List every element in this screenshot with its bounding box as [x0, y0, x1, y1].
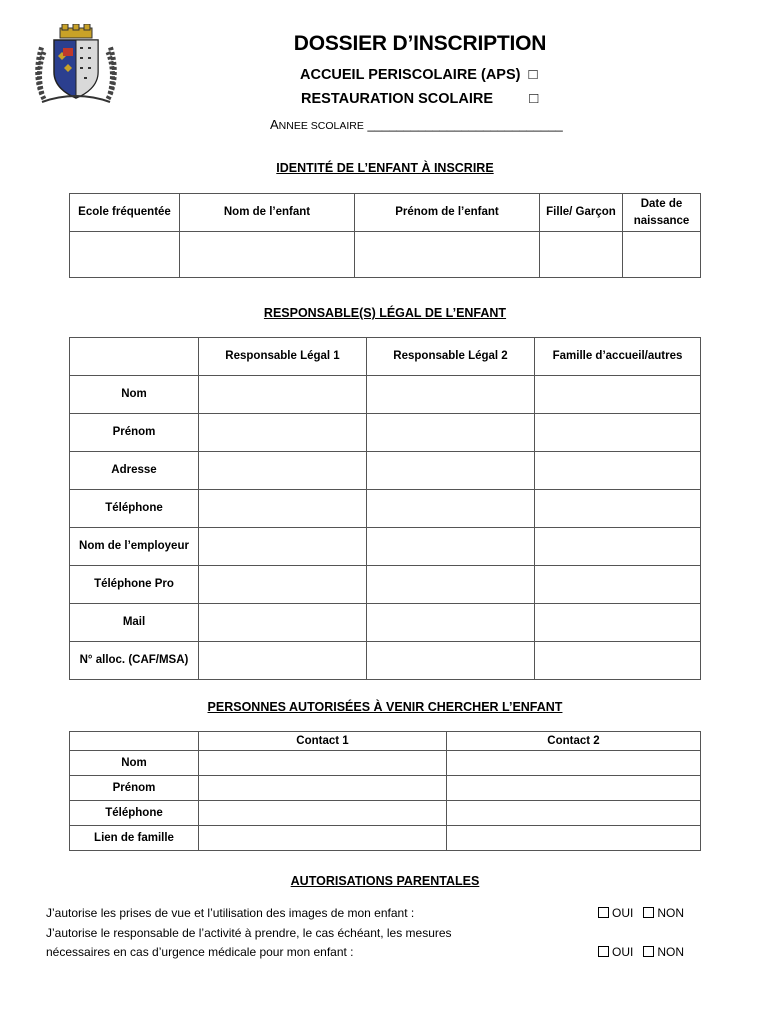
- aps-option: [300, 66, 538, 83]
- responsables-table: [69, 337, 701, 680]
- row-label-mail: Mail: [70, 604, 199, 642]
- cell-rl2-prenom[interactable]: [367, 414, 535, 452]
- personnes-header-contact2: Contact 2: [447, 732, 701, 751]
- cell-rl2-telephone[interactable]: [367, 490, 535, 528]
- identite-header-nom: Nom de l’enfant: [180, 194, 355, 232]
- annee-label-rest: NNEE SCOLAIRE: [278, 120, 364, 132]
- contact2-prenom[interactable]: [447, 776, 701, 801]
- images-oui-checkbox[interactable]: [598, 907, 609, 918]
- contact2-lien[interactable]: [447, 826, 701, 851]
- responsables-header-empty: [70, 338, 199, 376]
- cell-famille-alloc[interactable]: [535, 642, 701, 680]
- contact1-nom[interactable]: [199, 751, 447, 776]
- autorisations-title: AUTORISATIONS PARENTALES: [290, 874, 480, 888]
- document-title: DOSSIER D’INSCRIPTION: [293, 32, 547, 55]
- restauration-label: RESTAURATION SCOLAIRE: [301, 91, 493, 107]
- personnes-header-empty: [70, 732, 199, 751]
- cell-rl1-prenom[interactable]: [199, 414, 367, 452]
- cell-famille-nom[interactable]: [535, 376, 701, 414]
- urgence-oui-checkbox[interactable]: [598, 946, 609, 957]
- cell-rl1-mail[interactable]: [199, 604, 367, 642]
- responsables-header-famille: Famille d’accueil/autres: [535, 338, 701, 376]
- aps-checkbox[interactable]: □: [528, 66, 538, 83]
- cell-rl1-telephone-pro[interactable]: [199, 566, 367, 604]
- cell-rl2-mail[interactable]: [367, 604, 535, 642]
- cell-famille-adresse[interactable]: [535, 452, 701, 490]
- personnes-title: PERSONNES AUTORISÉES À VENIR CHERCHER L’ENFANT: [207, 700, 563, 714]
- contact1-lien[interactable]: [199, 826, 447, 851]
- identite-header-sexe: Fille/ Garçon: [540, 194, 623, 232]
- contact2-telephone[interactable]: [447, 801, 701, 826]
- contact1-telephone[interactable]: [199, 801, 447, 826]
- cell-rl1-employeur[interactable]: [199, 528, 367, 566]
- identite-table: [69, 193, 701, 278]
- personnes-label-prenom: Prénom: [70, 776, 199, 801]
- responsables-header-rl1: Responsable Légal 1: [199, 338, 367, 376]
- cell-famille-telephone-pro[interactable]: [535, 566, 701, 604]
- restauration-option: [301, 90, 538, 107]
- identite-cell-naissance[interactable]: [623, 232, 701, 278]
- identite-header-naissance: Date de naissance: [623, 194, 701, 232]
- autorisation-images-text: J’autorise les prises de vue et l’utilisation des images de mon enfant :: [46, 906, 415, 920]
- row-label-prenom: Prénom: [70, 414, 199, 452]
- municipal-crest-icon: [34, 24, 118, 106]
- cell-famille-mail[interactable]: [535, 604, 701, 642]
- autorisation-urgence-text-2: nécessaires en cas d’urgence médicale pour mon enfant :: [46, 945, 354, 959]
- cell-famille-employeur[interactable]: [535, 528, 701, 566]
- contact1-prenom[interactable]: [199, 776, 447, 801]
- row-label-nom: Nom: [70, 376, 199, 414]
- images-non-label: NON: [657, 906, 685, 920]
- images-oui-label: OUI: [612, 906, 634, 920]
- cell-rl2-alloc[interactable]: [367, 642, 535, 680]
- annee-scolaire: [270, 117, 563, 132]
- personnes-label-telephone: Téléphone: [70, 801, 199, 826]
- responsables-title: RESPONSABLE(S) LÉGAL DE L’ENFANT: [263, 306, 507, 320]
- row-label-telephone-pro: Téléphone Pro: [70, 566, 199, 604]
- cell-rl1-nom[interactable]: [199, 376, 367, 414]
- row-label-alloc: N° alloc. (CAF/MSA): [70, 642, 199, 680]
- identite-header-prenom: Prénom de l’enfant: [355, 194, 540, 232]
- personnes-label-lien: Lien de famille: [70, 826, 199, 851]
- urgence-non-label: NON: [657, 945, 685, 959]
- row-label-adresse: Adresse: [70, 452, 199, 490]
- cell-rl1-telephone[interactable]: [199, 490, 367, 528]
- responsables-header-rl2: Responsable Légal 2: [367, 338, 535, 376]
- cell-rl1-adresse[interactable]: [199, 452, 367, 490]
- identite-header-ecole: Ecole fréquentée: [70, 194, 180, 232]
- personnes-header-contact1: Contact 1: [199, 732, 447, 751]
- urgence-oui-label: OUI: [612, 945, 634, 959]
- annee-field[interactable]: ___________________________: [367, 117, 563, 132]
- identite-cell-prenom[interactable]: [355, 232, 540, 278]
- cell-rl2-telephone-pro[interactable]: [367, 566, 535, 604]
- aps-label: ACCUEIL PERISCOLAIRE (APS): [300, 67, 521, 83]
- restauration-checkbox[interactable]: □: [529, 90, 539, 107]
- identite-title: IDENTITÉ DE L’ENFANT À INSCRIRE: [276, 161, 494, 175]
- cell-rl2-employeur[interactable]: [367, 528, 535, 566]
- cell-rl2-nom[interactable]: [367, 376, 535, 414]
- cell-rl1-alloc[interactable]: [199, 642, 367, 680]
- identite-cell-ecole[interactable]: [70, 232, 180, 278]
- row-label-telephone: Téléphone: [70, 490, 199, 528]
- cell-famille-telephone[interactable]: [535, 490, 701, 528]
- personnes-label-nom: Nom: [70, 751, 199, 776]
- urgence-non-checkbox[interactable]: [643, 946, 654, 957]
- cell-famille-prenom[interactable]: [535, 414, 701, 452]
- cell-rl2-adresse[interactable]: [367, 452, 535, 490]
- contact2-nom[interactable]: [447, 751, 701, 776]
- identite-cell-sexe[interactable]: [540, 232, 623, 278]
- autorisation-urgence-text-1: J’autorise le responsable de l’activité à prendre, le cas échéant, les mesures: [46, 926, 452, 940]
- images-options: [598, 906, 684, 920]
- annee-label-first: A: [270, 117, 279, 132]
- identite-cell-nom[interactable]: [180, 232, 355, 278]
- row-label-employeur: Nom de l’employeur: [70, 528, 199, 566]
- urgence-options: [598, 945, 684, 959]
- personnes-table: [69, 731, 701, 851]
- images-non-checkbox[interactable]: [643, 907, 654, 918]
